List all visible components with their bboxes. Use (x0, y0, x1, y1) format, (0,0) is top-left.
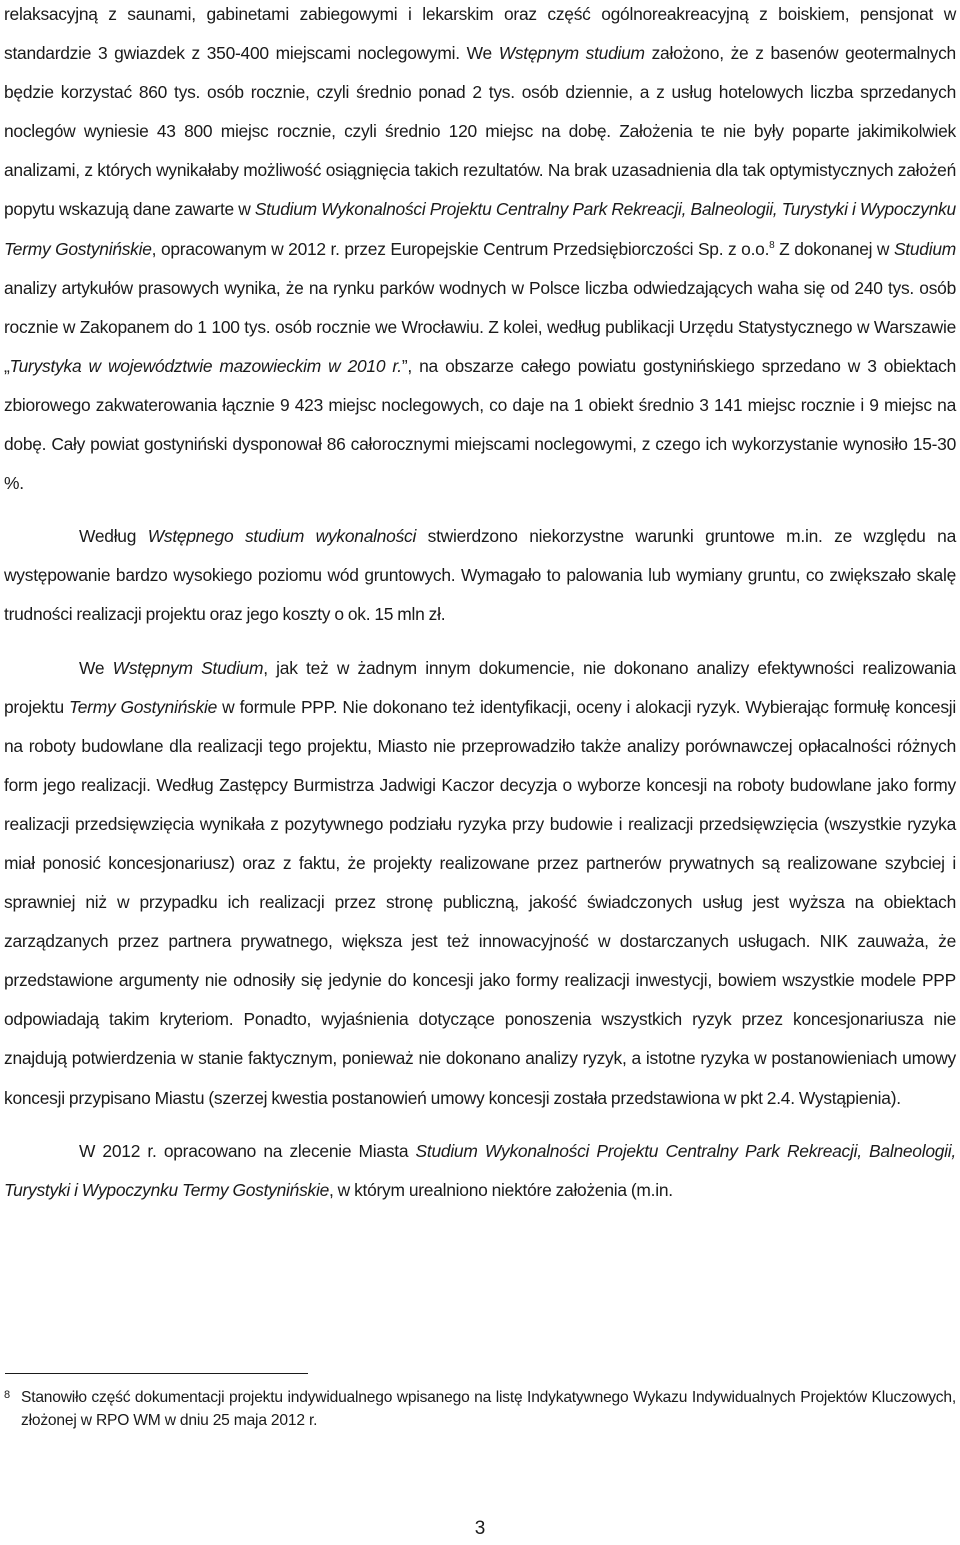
paragraph-4 (4, 1132, 956, 1210)
text-run: , jak też w żadnym innym dokumencie, nie dokonano analizy efektywności realizowania projektu (4, 657, 956, 717)
text-run: Z dokonanej w (774, 238, 894, 259)
footnote-separator (5, 1373, 308, 1374)
text-run: stwierdzono niekorzystne warunki gruntowe m.in. ze względu na występowanie bardzo wysokiego poziomu wód gruntowych. Wymagało to palowania lub wymiany gruntu, co zwiększało skalę trudności realizacji projektu oraz jego koszty o ok. 15 mln zł. (4, 526, 956, 625)
text-run: analizy artykułów prasowych wynika, że na rynku parków wodnych w Polsce liczba odwiedzających waha się od 240 tys. osób rocznie w Zakopanem do 1 100 tys. osób rocznie we Wrocławiu. Z kolei, według publikacji Urzędu Statystycznego w Warszawie „ (4, 277, 956, 376)
italic-text: Studium (893, 238, 956, 259)
text-run: , w którym urealniono niektóre założenia (m.in. (329, 1179, 673, 1200)
footnote-text: Stanowiło część dokumentacji projektu indywidualnego wpisanego na listę Indykatywnego Wykazu Indywidualnych Projektów Kluczowych, złożonej w RPO WM w dniu 25 maja 2012 r. (21, 1389, 956, 1429)
document-page (4, 0, 956, 1545)
paragraph-3 (4, 649, 956, 1118)
text-run: założono, że z basenów geotermalnych będzie korzystać 860 tys. osób rocznie, czyli średnio ponad 2 tys. osób dziennie, a z usług hotelowych liczba sprzedanych noclegów wyniesie 43 800 miejsc rocznie, czyli średnio 120 miejsc na dobę. Założenia te nie były poparte jakimikolwiek analizami, z których wynikałaby możliwość osiągnięcia takich rezultatów. Na brak uzasadnienia dla tak optymistycznych założeń popytu wskazują dane zawarte w (4, 43, 956, 220)
paragraph-1 (4, 0, 956, 503)
body-text (4, 0, 956, 1210)
text-run: W 2012 r. opracowano na zlecenie Miasta (79, 1140, 416, 1161)
footnote-reference: 8 (769, 239, 775, 251)
italic-text: Wstępnego studium wykonalności (147, 526, 417, 547)
footnote (4, 1384, 956, 1432)
italic-text: Wstępnym studium (498, 43, 645, 64)
italic-text: Wstępnym Studium (112, 657, 264, 678)
page-number: 3 (474, 1518, 486, 1539)
text-run: ”, na obszarze całego powiatu gostynińskiego sprzedano w 3 obiektach zbiorowego zakwaterowania łącznie 9 423 miejsc noclegowych, co daje na 1 obiekt średnio 3 141 miejsc rocznie i 9 miejsc na dobę. Cały powiat gostyniński dysponował 86 całorocznymi miejscami noclegowymi, z czego ich wykorzystanie wynosiło 15-30 %. (4, 355, 956, 494)
text-run: Według (79, 526, 148, 547)
italic-text: Studium Wykonalności Projektu Centralny Park Rekreacji, Balneologii, Turystyki i Wypoczynku Termy Gostynińskie (4, 199, 956, 259)
text-run: relaksacyjną z saunami, gabinetami zabiegowymi i lekarskim oraz część ogólnoreakreacyjną z boiskiem, pensjonat w standardzie 3 gwiazdek z 350-400 miejscami noclegowymi. We (4, 4, 956, 64)
text-run: w formule PPP. Nie dokonano też identyfikacji, oceny i alokacji ryzyk. Wybierając formułę koncesji na roboty budowlane dla realizacji tego projektu, Miasto nie przeprowadziło także analizy porównawczej opłacalności różnych form jego realizacji. Według Zastępcy Burmistrza Jadwigi Kaczor decyzja o wyborze koncesji na roboty budowlane jako formy realizacji przedsięwzięcia wynikała z pozytywnego podziału ryzyka przy budowie i realizacji przedsięwzięcia (wszystkie ryzyka miał ponosić koncesjonariusz) oraz z faktu, że projekty realizowane przez partnerów prywatnych są realizowane szybciej i sprawniej niż w przypadku ich realizacji przez stronę publiczną, jakość świadczonych usług jest wyższa na obiektach zarządzanych przez partnera prywatnego, większa jest też innowacyjność w dostarczanych usługach. NIK zauważa, że przedstawione argumenty nie odnosiły się jedynie do koncesji jako formy realizacji inwestycji, bowiem wszystkie modele PPP odpowiadają takim kryteriom. Ponadto, wyjaśnienia dotyczące ponoszenia wszystkich ryzyk przez koncesjonariusza nie znajdują potwierdzenia w stanie faktycznym, ponieważ nie dokonano analizy ryzyk, a istotne ryzyka w postanowieniach umowy koncesji przypisano Miastu (szerzej kwestia postanowień umowy koncesji została przedstawiona w pkt 2.4. Wystąpienia). (4, 696, 957, 1108)
italic-text: Studium Wykonalności Projektu Centralny Park Rekreacji, Balneologii, Turystyki i Wypoczynku Termy Gostynińskie (4, 1140, 956, 1200)
text-run: , opracowanym w 2012 r. przez Europejskie Centrum Przedsiębiorczości Sp. z o.o. (151, 238, 770, 259)
paragraph-2 (4, 517, 956, 634)
italic-text: Turystyka w województwie mazowieckim w 2010 r. (9, 355, 402, 376)
footnote-number: 8 (4, 1389, 10, 1401)
italic-text: Termy Gostynińskie (68, 696, 218, 717)
text-run: We (79, 657, 113, 678)
